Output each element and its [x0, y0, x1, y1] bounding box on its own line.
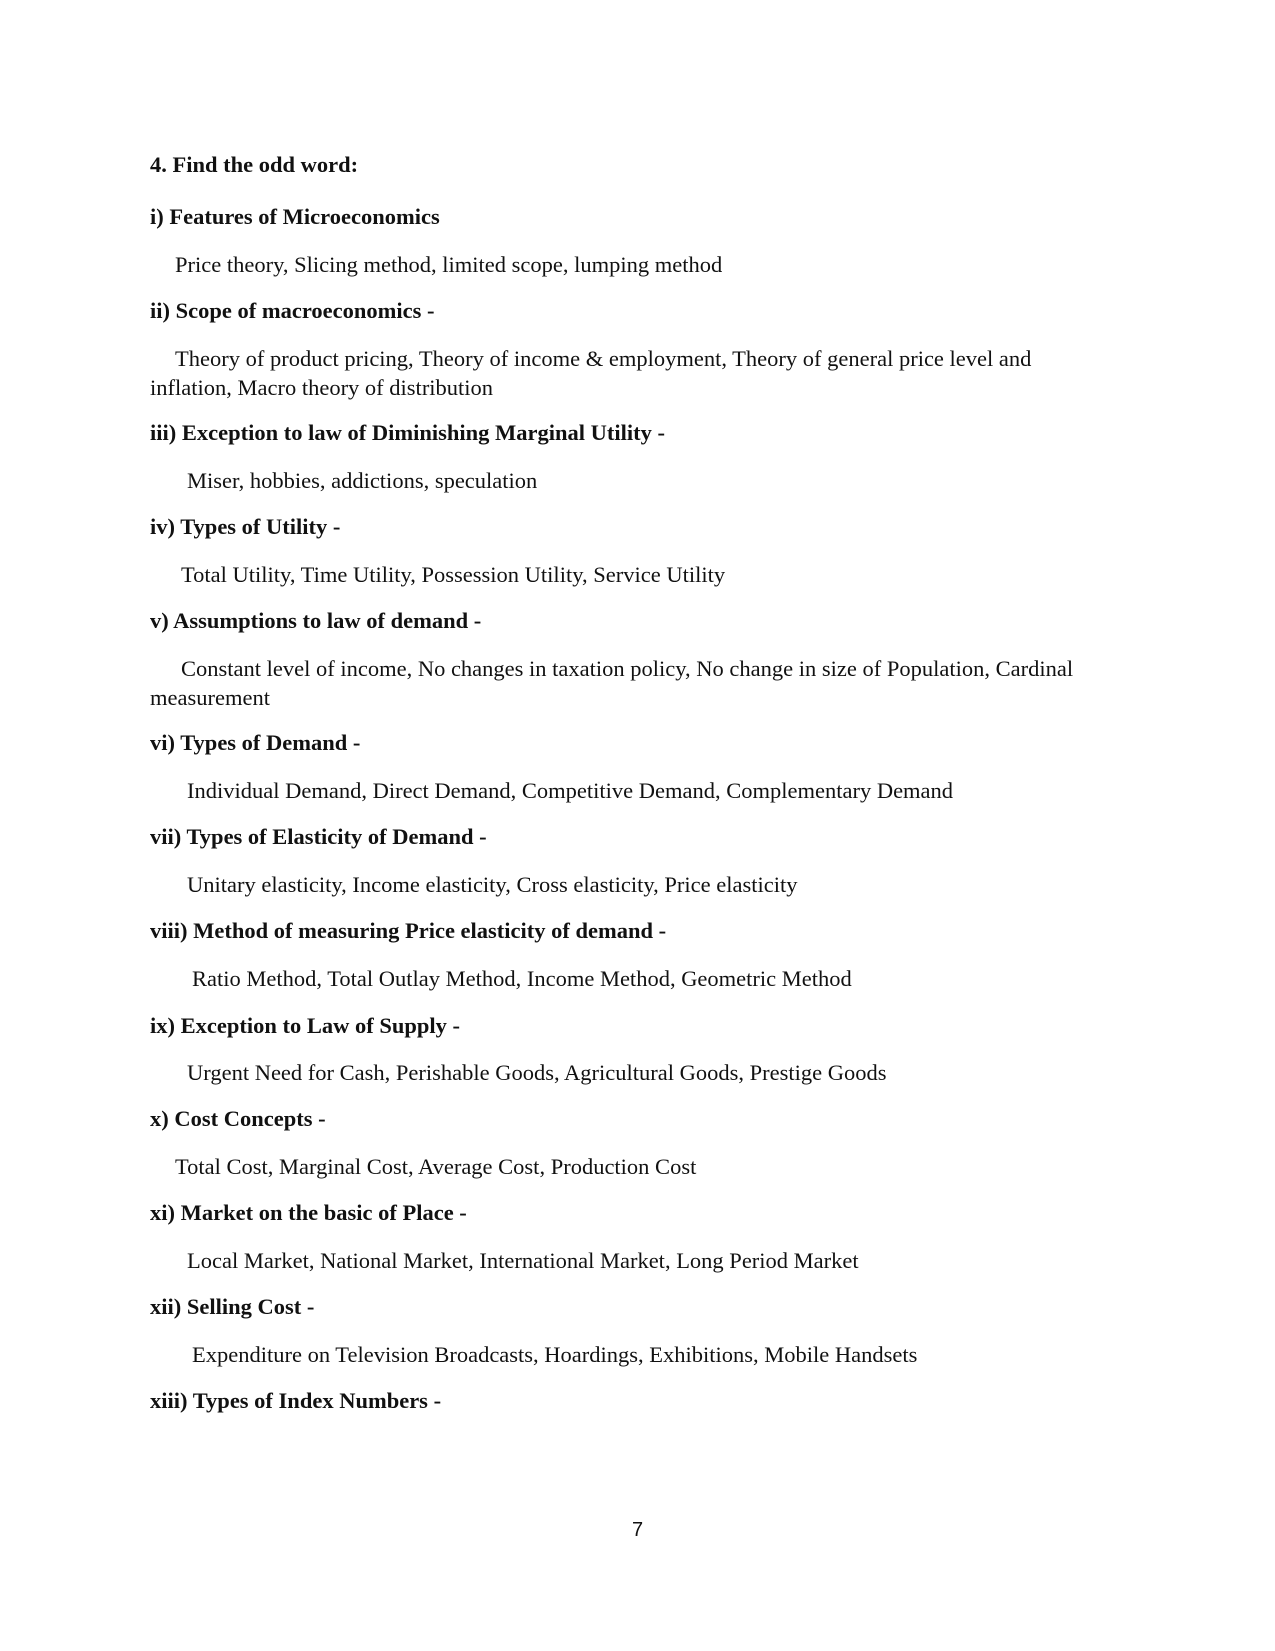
item-title-6: vi) Types of Demand - — [150, 730, 361, 755]
item-title-7: vii) Types of Elasticity of Demand - — [150, 824, 487, 849]
item-title-13: xiii) Types of Index Numbers - — [150, 1388, 442, 1413]
item-body-4: Total Utility, Time Utility, Possession Utility, Service Utility — [181, 562, 726, 587]
item-title-12: xii) Selling Cost - — [150, 1294, 315, 1319]
item-title-8: viii) Method of measuring Price elasticity of demand - — [150, 918, 667, 943]
item-body-1: Price theory, Slicing method, limited scope, lumping method — [175, 252, 723, 277]
item-body-2: Theory of product pricing, Theory of income & employment, Theory of general price level and inflation, Macro theory of distribution — [150, 346, 1032, 400]
item-title-9: ix) Exception to Law of Supply - — [150, 1013, 461, 1038]
item-title-4: iv) Types of Utility - — [150, 514, 341, 539]
item-title-2: ii) Scope of macroeconomics - — [150, 298, 435, 323]
item-title-3: iii) Exception to law of Diminishing Marginal Utility - — [150, 420, 665, 445]
page-number: 7 — [631, 1519, 644, 1541]
item-title-11: xi) Market on the basic of Place - — [150, 1200, 467, 1225]
item-title-10: x) Cost Concepts - — [150, 1106, 326, 1131]
section-heading: 4. Find the odd word: — [150, 152, 359, 177]
item-body-10: Total Cost, Marginal Cost, Average Cost, Production Cost — [175, 1154, 697, 1179]
item-body-3: Miser, hobbies, addictions, speculation — [187, 468, 538, 493]
item-body-12: Expenditure on Television Broadcasts, Hoardings, Exhibitions, Mobile Handsets — [192, 1342, 918, 1367]
item-body-11: Local Market, National Market, International Market, Long Period Market — [187, 1248, 859, 1273]
item-title-5: v) Assumptions to law of demand - — [150, 608, 482, 633]
item-body-5: Constant level of income, No changes in taxation policy, No change in size of Population, Cardinal measurement — [150, 656, 1074, 710]
item-body-6: Individual Demand, Direct Demand, Competitive Demand, Complementary Demand — [187, 778, 954, 803]
item-body-8: Ratio Method, Total Outlay Method, Income Method, Geometric Method — [192, 966, 852, 991]
item-title-1: i) Features of Microeconomics — [150, 204, 440, 229]
item-body-9: Urgent Need for Cash, Perishable Goods, Agricultural Goods, Prestige Goods — [187, 1060, 887, 1085]
item-body-7: Unitary elasticity, Income elasticity, Cross elasticity, Price elasticity — [187, 872, 798, 897]
